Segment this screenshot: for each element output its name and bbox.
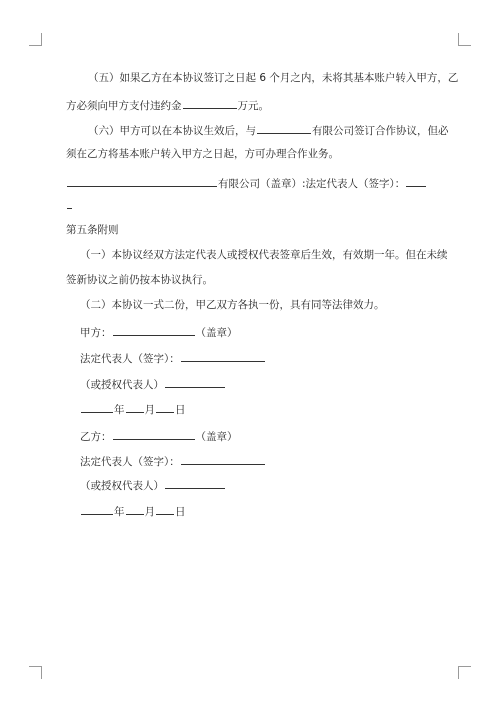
- party-b-label: 乙方：: [80, 431, 112, 443]
- party-b-name-line: [80, 428, 446, 444]
- clause-6-text-b: 有限公司签订合作协议，但必: [312, 125, 449, 137]
- party-a-auth-blank[interactable]: [165, 376, 225, 388]
- party-b-rep-blank[interactable]: [181, 453, 265, 465]
- party-b-auth-label: （或授权代表人）: [80, 480, 164, 492]
- clause-5-line-2: [66, 97, 446, 113]
- crop-mark-bottom-right: [458, 666, 471, 679]
- clause-6-text-a: （六）甲方可以在本协议生效后，与: [88, 125, 256, 137]
- month-label: 月: [144, 506, 155, 518]
- clause-5-line-1: （五）如果乙方在本协议签订之日起 6 个月之内，未将其基本账户转入甲方，乙: [88, 72, 459, 84]
- party-a-day-blank[interactable]: [156, 401, 174, 413]
- party-a-name-blank[interactable]: [113, 324, 195, 336]
- party-b-day-blank[interactable]: [156, 503, 174, 515]
- party-a-month-blank[interactable]: [126, 401, 144, 413]
- day-label: 日: [175, 404, 186, 416]
- signature-continuation-blank[interactable]: [67, 200, 72, 209]
- year-label: 年: [114, 404, 125, 416]
- party-b-date-line: [80, 503, 446, 519]
- party-a-auth-line: [80, 376, 446, 392]
- party-a-name-line: [80, 324, 446, 340]
- article-5-p1-line-2: 签新协议之前仍按本协议执行。: [66, 274, 213, 286]
- article-5-p1-line-1: （一）本协议经双方法定代表人或授权代表签章后生效，有效期一年。但在未续: [80, 249, 448, 261]
- party-a-year-blank[interactable]: [81, 401, 113, 413]
- party-b-name-blank[interactable]: [113, 428, 195, 440]
- party-b-year-blank[interactable]: [81, 503, 113, 515]
- penalty-amount-blank[interactable]: [183, 97, 237, 109]
- party-a-rep-label: 法定代表人（签字）：: [80, 353, 180, 365]
- party-a-auth-label: （或授权代表人）: [80, 379, 164, 391]
- party-b-rep-label: 法定代表人（签字）：: [80, 456, 180, 468]
- party-a-rep-blank[interactable]: [181, 350, 265, 362]
- clause-5-text: 方必须向甲方支付违约金: [66, 100, 182, 112]
- party-b-month-blank[interactable]: [126, 503, 144, 515]
- party-a-date-line: [80, 401, 446, 417]
- crop-mark-top-left: [29, 33, 42, 46]
- day-label: 日: [175, 506, 186, 518]
- party-b-auth-blank[interactable]: [165, 477, 225, 489]
- legal-rep-signature-blank[interactable]: [406, 175, 426, 187]
- crop-mark-bottom-left: [29, 666, 42, 679]
- company-seal-line: [66, 175, 446, 191]
- clause-6-line-2: 须在乙方将基本账户转入甲方之日起，方可办理合作业务。: [66, 148, 339, 160]
- article-5-p2: （二）本协议一式二份，甲乙双方各执一份，具有同等法律效力。: [80, 299, 385, 311]
- clause-5-unit: 万元。: [237, 100, 269, 112]
- year-label: 年: [114, 506, 125, 518]
- signature-continuation: [66, 199, 446, 213]
- company-seal-text: 有限公司（盖章）:法定代表人（签字）：: [218, 178, 406, 190]
- party-b-seal: （盖章）: [195, 431, 238, 443]
- company-name-blank[interactable]: [67, 175, 217, 187]
- article-5-title: 第五条附则: [66, 224, 119, 236]
- crop-mark-top-right: [458, 33, 471, 46]
- partner-company-blank[interactable]: [257, 122, 311, 134]
- clause-6-line-1: [88, 122, 449, 138]
- party-b-auth-line: [80, 477, 446, 493]
- party-a-seal: （盖章）: [195, 327, 238, 339]
- party-a-rep-line: [80, 350, 446, 366]
- month-label: 月: [144, 404, 155, 416]
- party-b-rep-line: [80, 453, 446, 469]
- party-a-label: 甲方：: [80, 327, 112, 339]
